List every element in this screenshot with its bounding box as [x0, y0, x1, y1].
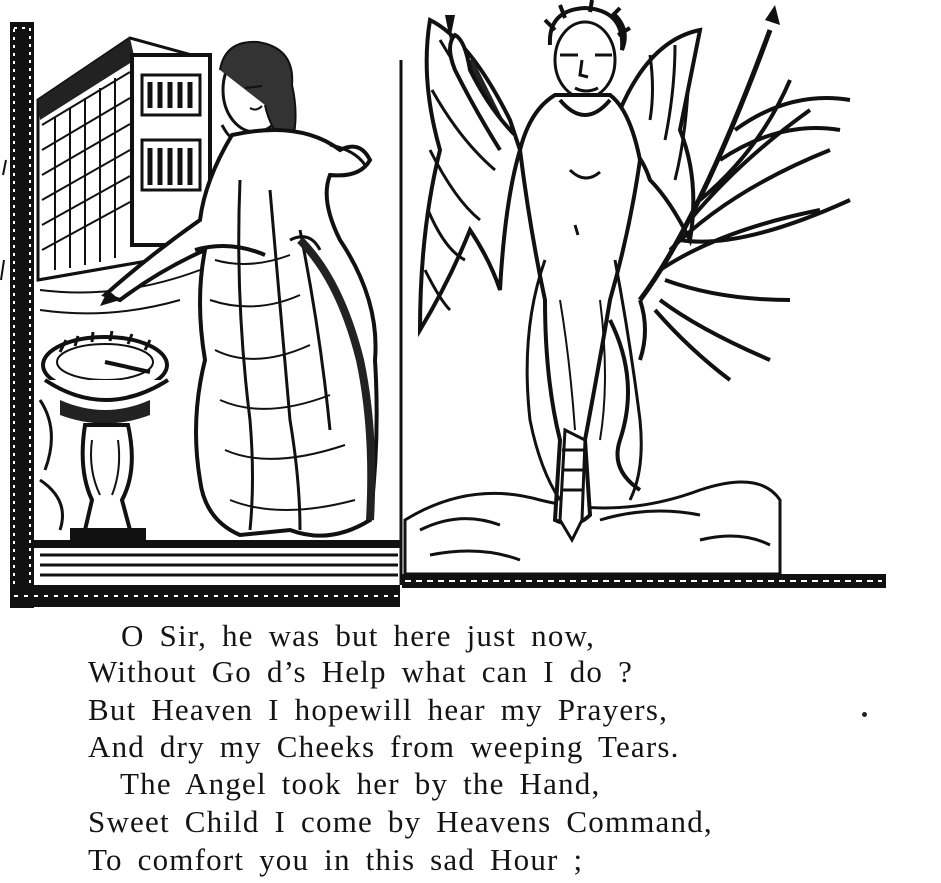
- angel-head: [545, 0, 630, 98]
- ink-speck: [862, 712, 867, 717]
- verse-line: And dry my Cheeks from weeping Tears.: [88, 729, 680, 764]
- building: [38, 38, 210, 313]
- right-woodcut-panel: [402, 0, 886, 588]
- left-woodcut-panel: [10, 22, 400, 608]
- verse-line: But Heaven I hopewill hear my Prayers,: [88, 692, 669, 727]
- verse-text-block: [0, 612, 941, 883]
- verse-line: To comfort you in this sad Hour ;: [88, 842, 584, 877]
- verse-line: O Sir, he was but here just now,: [121, 618, 596, 653]
- verse-line: Sweet Child I come by Heavens Command,: [88, 804, 713, 839]
- sundial: [40, 331, 168, 542]
- verse-line: The Angel took her by the Hand,: [120, 766, 601, 801]
- verse-line: Without Go d’s Help what can I do ?: [88, 654, 634, 689]
- angel-robe: [520, 95, 641, 540]
